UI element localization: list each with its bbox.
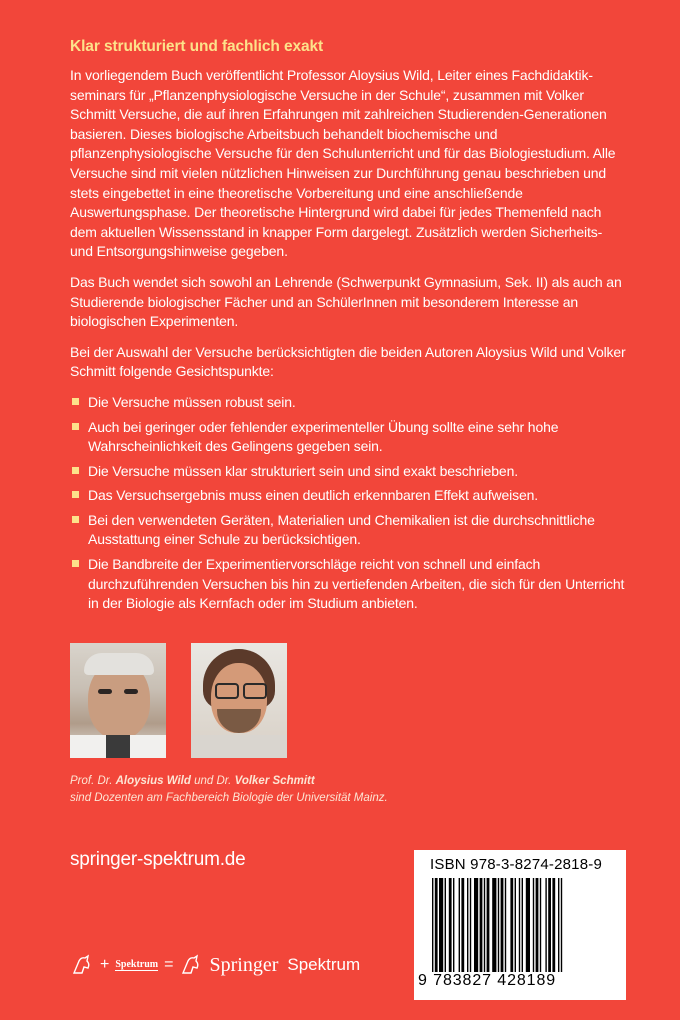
square-bullet-icon xyxy=(72,516,79,523)
criteria-text: Die Versuche müssen robust sein. xyxy=(88,393,296,410)
author-photo-schmitt xyxy=(191,643,287,758)
paragraph-criteria-intro: Bei der Auswahl der Versuche berücksichtigten die beiden Autoren Aloysius Wild und Volker Schmitt folgende Gesichtspunkte: xyxy=(70,343,626,380)
caption-line-1 xyxy=(70,773,388,790)
barcode-bar xyxy=(533,878,534,972)
author-photo-wild xyxy=(70,643,166,758)
barcode-bar xyxy=(522,878,523,972)
isbn-label: ISBN 978-3-8274-2818-9 xyxy=(430,856,603,873)
barcode-bar xyxy=(519,878,520,972)
blurb-text xyxy=(70,66,626,619)
barcode-bar xyxy=(561,878,562,972)
barcode-bar xyxy=(480,878,483,972)
barcode-bar xyxy=(501,878,504,972)
springer-horse-icon xyxy=(179,953,203,977)
publisher-logos xyxy=(70,950,390,980)
barcode-bar xyxy=(467,878,468,972)
equals-sign: = xyxy=(164,956,174,973)
square-bullet-icon xyxy=(72,560,79,567)
isbn-barcode-box xyxy=(414,850,626,1000)
barcode-bar xyxy=(548,878,551,972)
square-bullet-icon xyxy=(72,491,79,498)
spektrum-small-logo: Spektrum xyxy=(115,959,159,970)
criteria-text: Die Bandbreite der Experimentiervorschläge reicht von schnell und einfach durchzuführenden Versuchen bis hin zu vertiefenden Arbeiten, die sich für den Unterricht in der Biologie als Kernfach oder im Studium anbieten. xyxy=(88,556,625,612)
list-item xyxy=(70,418,626,457)
square-bullet-icon xyxy=(72,467,79,474)
barcode-bar xyxy=(474,878,478,972)
criteria-text: Auch bei geringer oder fehlender experimenteller Übung sollte eine sehr hohe Wahrscheinlichkeit des Gelingens gegeben sein. xyxy=(88,418,559,455)
list-item xyxy=(70,393,626,413)
barcode-bar xyxy=(461,878,464,972)
barcode-bar xyxy=(536,878,539,972)
barcode-bar xyxy=(510,878,513,972)
barcode-bar xyxy=(435,878,438,972)
list-item xyxy=(70,486,626,506)
barcode-bar xyxy=(492,878,496,972)
cover-heading: Klar strukturiert und fachlich exakt xyxy=(70,38,324,55)
author-name-schmitt: Volker Schmitt xyxy=(234,775,315,787)
list-item xyxy=(70,462,626,482)
criteria-text: Das Versuchsergebnis muss einen deutlich erkennbaren Effekt aufweisen. xyxy=(88,487,538,504)
caption-prefix: Prof. Dr. xyxy=(70,775,116,787)
paragraph-intro: In vorliegendem Buch veröffentlicht Professor Aloysius Wild, Leiter eines Fachdidaktik-seminars für „Pflanzenphysiologische Versuche in der Schule“, zusammen mit Volker Schmitt Versuche, die auf ihren Erfahrungen mit zahlreichen Studierenden-Generationen basieren. Dieses biologische Arbeitsbuch behandelt biochemische und pflanzenphysiologische Versuche für den Schulunterricht und für das Biologiestudium. Alle Versuche sind mit vielen nützlichen Hinweisen zur Durchführung genau beschrieben und stets eingebettet in eine theoretische Vorbereitung und eine anschließende Auswertungsphase. Der theoretische Hintergrund wird dabei für jedes Themenfeld nach dem aktuellen Wissensstand in knapper Form dargelegt. Zusätzlich werden Sicherheits- und Entsorgungshinweise gegeben. xyxy=(70,67,616,260)
barcode-bar xyxy=(445,878,446,972)
caption-line-2: sind Dozenten am Fachbereich Biologie der Universität Mainz. xyxy=(70,792,388,804)
publisher-url[interactable]: springer-spektrum.de xyxy=(70,849,246,870)
paragraph-audience: Das Buch wendet sich sowohl an Lehrende (Schwerpunkt Gymnasium, Sek. II) als auch an Studierende biologischer Fächer und an SchülerInnen mit besonderem Interesse an biologischen Experimenten. xyxy=(70,273,622,330)
barcode-digits: 9 783827 428189 xyxy=(418,972,557,989)
barcode-bar xyxy=(453,878,454,972)
author-caption xyxy=(70,773,388,807)
barcode-bar xyxy=(470,878,471,972)
criteria-text: Bei den verwendeten Geräten, Materialien und Chemikalien ist die durchschnittliche Ausstattung einer Schule zu berücksichtigen. xyxy=(88,511,595,548)
barcode-bar xyxy=(545,878,546,972)
barcode-icon xyxy=(432,878,608,972)
barcode-bar xyxy=(449,878,452,972)
author-name-wild: Aloysius Wild xyxy=(115,775,191,787)
barcode-bar xyxy=(552,878,555,972)
criteria-list xyxy=(70,393,626,614)
barcode-bar xyxy=(515,878,516,972)
list-item xyxy=(70,511,626,550)
list-item xyxy=(70,555,626,614)
barcode-bar xyxy=(526,878,530,972)
barcode-bar xyxy=(540,878,541,972)
caption-mid: und Dr. xyxy=(190,775,235,787)
barcode-bar xyxy=(432,878,433,972)
barcode-bar xyxy=(487,878,490,972)
springer-horse-icon xyxy=(70,953,94,977)
barcode-bar xyxy=(498,878,499,972)
barcode-bar xyxy=(459,878,460,972)
barcode-bar xyxy=(439,878,443,972)
plus-sign: + xyxy=(100,956,110,973)
square-bullet-icon xyxy=(72,423,79,430)
barcode-bar xyxy=(484,878,485,972)
spektrum-wordmark: Spektrum xyxy=(287,955,361,974)
springer-wordmark: Springer xyxy=(209,953,279,976)
square-bullet-icon xyxy=(72,398,79,405)
barcode-bar xyxy=(505,878,506,972)
criteria-text: Die Versuche müssen klar strukturiert sein und sind exakt beschrieben. xyxy=(88,462,518,479)
barcode-bar xyxy=(558,878,559,972)
